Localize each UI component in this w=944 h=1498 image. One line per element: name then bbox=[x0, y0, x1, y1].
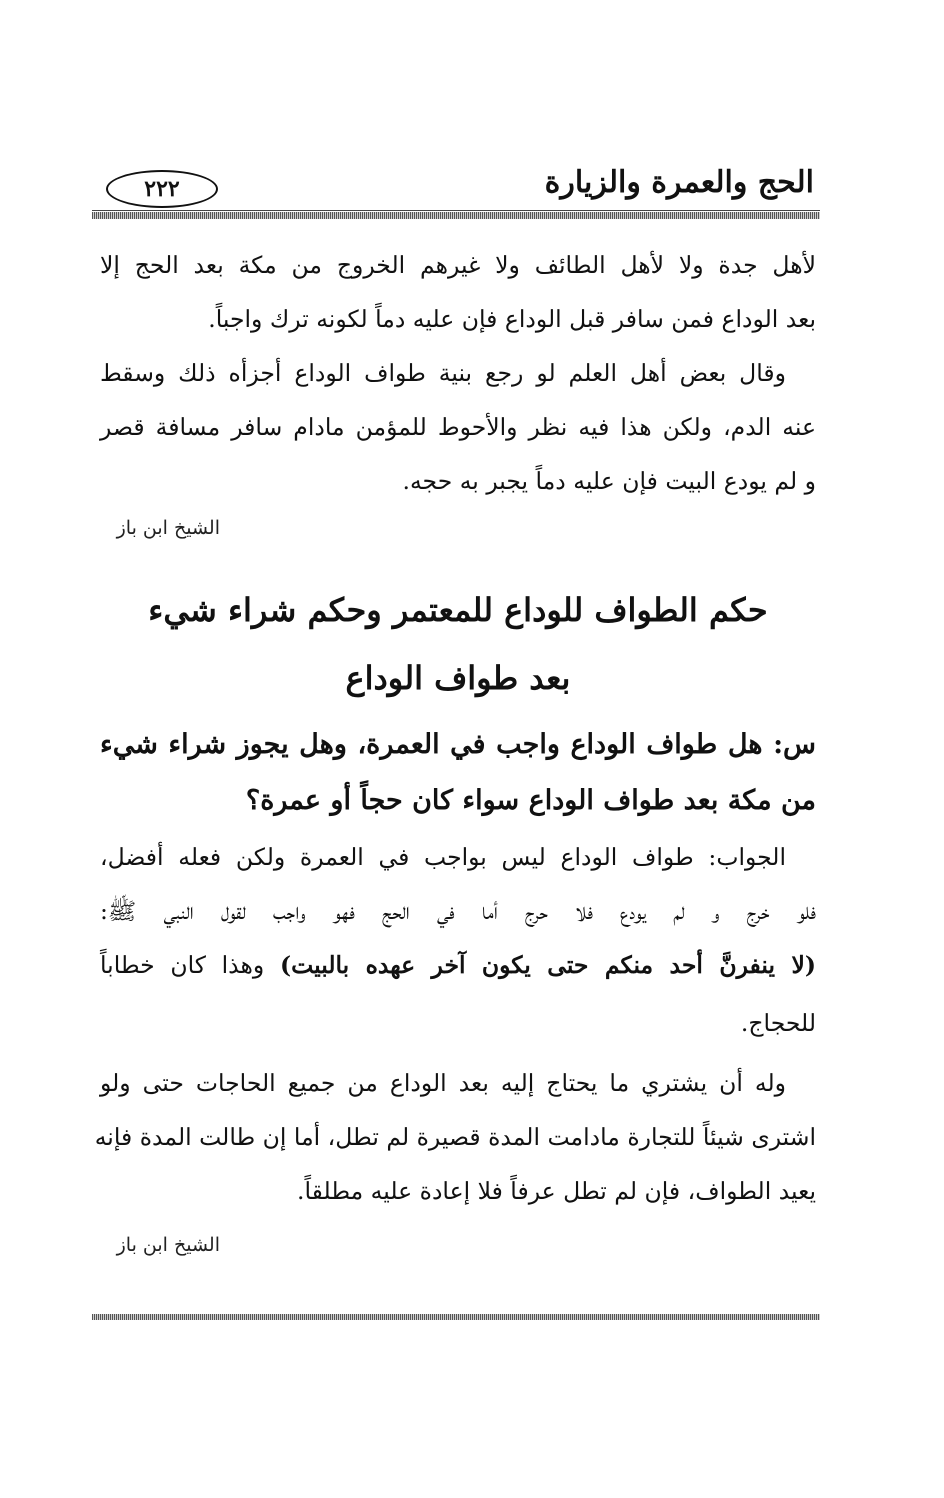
page-number: ٢٢٢ bbox=[106, 170, 218, 208]
answer-line: فلو خرج و لم يودع فلا حرج أما في الحج فهو واجب لقول النبي ﷺ: bbox=[100, 897, 816, 925]
section-heading-line: حكم الطواف للوداع للمعتمر وحكم شراء شيء bbox=[148, 591, 768, 629]
answer-line bbox=[100, 942, 816, 988]
footer-rule bbox=[92, 1314, 820, 1320]
attribution: الشيخ ابن باز bbox=[116, 517, 220, 539]
answer-line: يعيد الطواف، فإن لم تطل عرفاً فلا إعادة عليه مطلقاً. bbox=[297, 1177, 816, 1205]
answer-line: الجواب: طواف الوداع ليس بواجب في العمرة ولكن فعله أفضل، bbox=[100, 843, 786, 871]
paragraph-line: لأهل جدة ولا لأهل الطائف ولا غيرهم الخروج من مكة بعد الحج إلا bbox=[100, 251, 816, 279]
attribution: الشيخ ابن باز bbox=[116, 1234, 220, 1256]
question-line: من مكة بعد طواف الوداع سواء كان حجاً أو عمرة؟ bbox=[245, 785, 816, 816]
header-rule bbox=[92, 212, 820, 219]
answer-line: وله أن يشتري ما يحتاج إليه بعد الوداع من جميع الحاجات حتى ولو bbox=[100, 1069, 786, 1097]
paragraph-line: و لم يودع البيت فإن عليه دماً يجبر به حجه. bbox=[402, 467, 816, 495]
paragraph-line: عنه الدم، ولكن هذا فيه نظر والأحوط للمؤمن مادام سافر مسافة قصر bbox=[100, 413, 816, 441]
answer-line: للحجاج. bbox=[740, 1009, 816, 1037]
paragraph-line: وقال بعض أهل العلم لو رجع بنية طواف الوداع أجزأه ذلك وسقط bbox=[100, 359, 786, 387]
section-heading-line: بعد طواف الوداع bbox=[345, 659, 571, 697]
running-title: الحج والعمرة والزيارة bbox=[544, 165, 814, 200]
paragraph-line: بعد الوداع فمن سافر قبل الوداع فإن عليه دماً لكونه ترك واجباً. bbox=[208, 305, 816, 333]
answer-line: اشترى شيئاً للتجارة مادامت المدة قصيرة لم تطل، أما إن طالت المدة فإنه bbox=[94, 1123, 816, 1151]
answer-line-continuation: وهذا كان خطاباً bbox=[100, 951, 265, 979]
header-rule-line bbox=[92, 210, 820, 211]
question-line: س: هل طواف الوداع واجب في العمرة، وهل يجوز شراء شيء bbox=[100, 729, 816, 760]
hadith-quote: (لا ينفرنَّ أحد منكم حتى يكون آخر عهده بالبيت) bbox=[279, 951, 816, 979]
